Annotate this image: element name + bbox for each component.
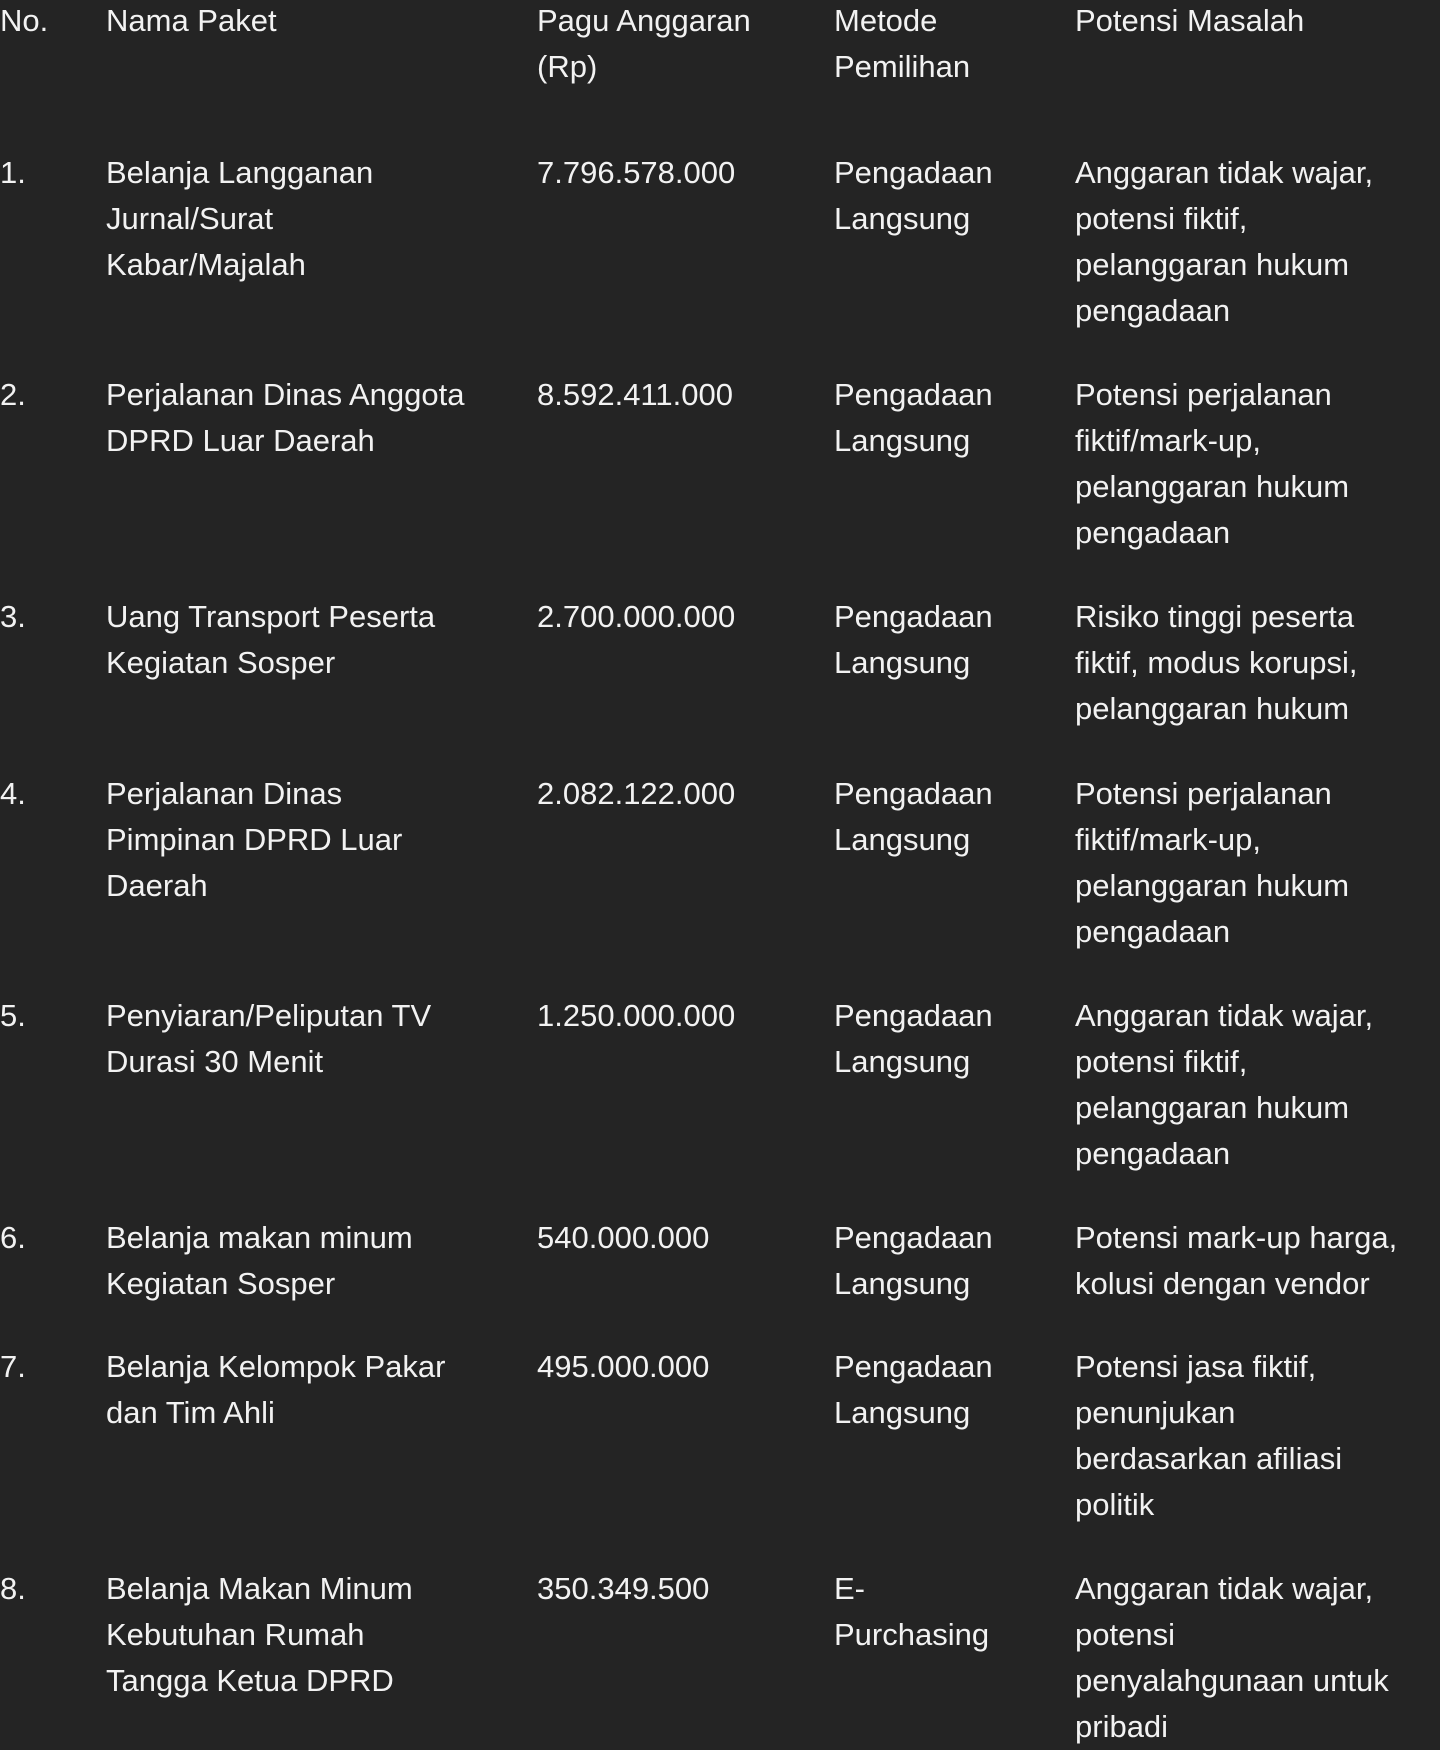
header-pagu-anggaran xyxy=(537,0,834,90)
potential-issue-line: Anggaran tidak wajar, xyxy=(1075,155,1374,190)
package-name xyxy=(106,1566,537,1704)
potential-issue-line: pengadaan xyxy=(1075,1136,1231,1171)
selection-method-line: Pengadaan xyxy=(834,377,993,412)
package-name-line: Belanja Langganan xyxy=(106,155,374,190)
potential-issue xyxy=(1075,1344,1440,1528)
budget-amount xyxy=(537,372,834,418)
row-number-text: 2. xyxy=(0,377,26,412)
selection-method-line: E- xyxy=(834,1571,865,1606)
selection-method-line: Pengadaan xyxy=(834,599,993,634)
package-name-line: Perjalanan Dinas Anggota xyxy=(106,377,465,412)
potential-issue xyxy=(1075,993,1440,1177)
package-name-line: Kabar/Majalah xyxy=(106,247,306,282)
row-number xyxy=(0,771,106,817)
potential-issue-line: Potensi jasa fiktif, xyxy=(1075,1349,1317,1384)
package-name xyxy=(106,1344,537,1436)
selection-method-line: Langsung xyxy=(834,423,971,458)
potential-issue-line: pelanggaran hukum xyxy=(1075,469,1350,504)
row-number-text: 1. xyxy=(0,155,26,190)
potential-issue-line: pelanggaran hukum xyxy=(1075,1090,1350,1125)
header-metode-line1: Metode xyxy=(834,3,938,38)
budget-amount-text: 350.349.500 xyxy=(537,1571,710,1606)
selection-method-line: Pengadaan xyxy=(834,998,993,1033)
selection-method xyxy=(834,1215,1075,1307)
row-number xyxy=(0,1215,106,1261)
table-body xyxy=(0,150,1440,1744)
row-number-text: 6. xyxy=(0,1220,26,1255)
row-number xyxy=(0,150,106,196)
potential-issue-line: pelanggaran hukum xyxy=(1075,868,1350,903)
potential-issue-line: penyalahgunaan untuk xyxy=(1075,1663,1389,1698)
row-number-text: 3. xyxy=(0,599,26,634)
potential-issue-line: penunjukan xyxy=(1075,1395,1236,1430)
package-name-line: Kegiatan Sosper xyxy=(106,645,336,680)
potential-issue-line: politik xyxy=(1075,1487,1155,1522)
potential-issue xyxy=(1075,594,1440,732)
budget-amount xyxy=(537,993,834,1039)
potential-issue-line: Anggaran tidak wajar, xyxy=(1075,1571,1374,1606)
selection-method xyxy=(834,771,1075,863)
selection-method-line: Pengadaan xyxy=(834,1220,993,1255)
table-row xyxy=(0,1566,1440,1744)
header-pagu-line1: Pagu Anggaran xyxy=(537,3,751,38)
selection-method xyxy=(834,150,1075,242)
header-metode-line2: Pemilihan xyxy=(834,49,971,84)
potential-issue-line: fiktif, modus korupsi, xyxy=(1075,645,1358,680)
selection-method-line: Langsung xyxy=(834,1266,971,1301)
header-metode-pemilihan xyxy=(834,0,1075,90)
potential-issue-line: Potensi perjalanan xyxy=(1075,776,1332,811)
selection-method-line: Pengadaan xyxy=(834,1349,993,1384)
header-potensi-text: Potensi Masalah xyxy=(1075,3,1305,38)
row-number-text: 8. xyxy=(0,1571,26,1606)
potential-issue-line: pelanggaran hukum xyxy=(1075,247,1350,282)
potential-issue-line: berdasarkan afiliasi xyxy=(1075,1441,1343,1476)
package-name xyxy=(106,594,537,686)
budget-amount-text: 2.082.122.000 xyxy=(537,776,736,811)
budget-amount-text: 1.250.000.000 xyxy=(537,998,736,1033)
package-name-line: Kebutuhan Rumah xyxy=(106,1617,365,1652)
potential-issue xyxy=(1075,372,1440,556)
potential-issue xyxy=(1075,771,1440,955)
potential-issue-line: potensi fiktif, xyxy=(1075,201,1248,236)
row-number-text: 5. xyxy=(0,998,26,1033)
budget-amount-text: 495.000.000 xyxy=(537,1349,710,1384)
selection-method-line: Pengadaan xyxy=(834,776,993,811)
selection-method-line: Langsung xyxy=(834,201,971,236)
package-name xyxy=(106,1215,537,1307)
potential-issue xyxy=(1075,1566,1440,1750)
potential-issue xyxy=(1075,150,1440,334)
package-name xyxy=(106,372,537,464)
potential-issue-line: pengadaan xyxy=(1075,515,1231,550)
table-header-row xyxy=(0,0,1440,150)
potential-issue-line: Potensi perjalanan xyxy=(1075,377,1332,412)
potential-issue-line: Risiko tinggi peserta xyxy=(1075,599,1355,634)
header-potensi-masalah xyxy=(1075,0,1440,44)
potential-issue xyxy=(1075,1215,1440,1307)
package-name-line: Tangga Ketua DPRD xyxy=(106,1663,394,1698)
budget-amount xyxy=(537,1215,834,1261)
budget-amount xyxy=(537,594,834,640)
row-number xyxy=(0,993,106,1039)
selection-method-line: Langsung xyxy=(834,1044,971,1079)
selection-method-line: Langsung xyxy=(834,1395,971,1430)
selection-method xyxy=(834,1566,1075,1658)
package-name-line: Perjalanan Dinas xyxy=(106,776,343,811)
selection-method-line: Langsung xyxy=(834,822,971,857)
potential-issue-line: pengadaan xyxy=(1075,914,1231,949)
selection-method-line: Purchasing xyxy=(834,1617,990,1652)
package-name xyxy=(106,771,537,909)
budget-amount xyxy=(537,1344,834,1390)
package-name-line: Belanja Kelompok Pakar xyxy=(106,1349,446,1384)
budget-amount-text: 540.000.000 xyxy=(537,1220,710,1255)
row-number xyxy=(0,1566,106,1612)
package-name-line: Uang Transport Peserta xyxy=(106,599,436,634)
budget-amount xyxy=(537,771,834,817)
row-number xyxy=(0,372,106,418)
package-name-line: dan Tim Ahli xyxy=(106,1395,275,1430)
potential-issue-line: pengadaan xyxy=(1075,293,1231,328)
budget-amount-text: 7.796.578.000 xyxy=(537,155,736,190)
selection-method-line: Pengadaan xyxy=(834,155,993,190)
row-number xyxy=(0,1344,106,1390)
table-row xyxy=(0,1344,1440,1566)
package-name-line: Penyiaran/Peliputan TV xyxy=(106,998,432,1033)
package-name-line: Daerah xyxy=(106,868,208,903)
selection-method-line: Langsung xyxy=(834,645,971,680)
potential-issue-line: fiktif/mark-up, xyxy=(1075,822,1262,857)
package-name-line: DPRD Luar Daerah xyxy=(106,423,375,458)
budget-amount xyxy=(537,150,834,196)
package-name xyxy=(106,993,537,1085)
potential-issue-line: fiktif/mark-up, xyxy=(1075,423,1262,458)
potential-issue-line: potensi xyxy=(1075,1617,1175,1652)
table-row xyxy=(0,993,1440,1215)
potential-issue-line: kolusi dengan vendor xyxy=(1075,1266,1370,1301)
package-name-line: Durasi 30 Menit xyxy=(106,1044,324,1079)
header-pagu-line2: (Rp) xyxy=(537,49,598,84)
selection-method xyxy=(834,1344,1075,1436)
potential-issue-line: Anggaran tidak wajar, xyxy=(1075,998,1374,1033)
package-name-line: Kegiatan Sosper xyxy=(106,1266,336,1301)
package-name-line: Belanja makan minum xyxy=(106,1220,413,1255)
budget-amount-text: 8.592.411.000 xyxy=(537,377,733,412)
row-number xyxy=(0,594,106,640)
table-row xyxy=(0,594,1440,771)
potential-issue-line: Potensi mark-up harga, xyxy=(1075,1220,1398,1255)
selection-method xyxy=(834,993,1075,1085)
package-name-line: Belanja Makan Minum xyxy=(106,1571,413,1606)
potential-issue-line: pribadi xyxy=(1075,1709,1169,1744)
package-name-line: Jurnal/Surat xyxy=(106,201,274,236)
package-name-line: Pimpinan DPRD Luar xyxy=(106,822,403,857)
budget-amount-text: 2.700.000.000 xyxy=(537,599,736,634)
selection-method xyxy=(834,594,1075,686)
potential-issue-line: potensi fiktif, xyxy=(1075,1044,1248,1079)
budget-amount xyxy=(537,1566,834,1612)
row-number-text: 4. xyxy=(0,776,26,811)
header-no-text: No. xyxy=(0,3,49,38)
potential-issue-line: pelanggaran hukum xyxy=(1075,691,1350,726)
row-number-text: 7. xyxy=(0,1349,26,1384)
package-name xyxy=(106,150,537,288)
header-nama-paket xyxy=(106,0,537,44)
header-nama-paket-text: Nama Paket xyxy=(106,3,277,38)
header-no xyxy=(0,0,106,44)
table-row xyxy=(0,150,1440,372)
table-row xyxy=(0,1215,1440,1344)
table-row xyxy=(0,771,1440,993)
table-row xyxy=(0,372,1440,594)
selection-method xyxy=(834,372,1075,464)
